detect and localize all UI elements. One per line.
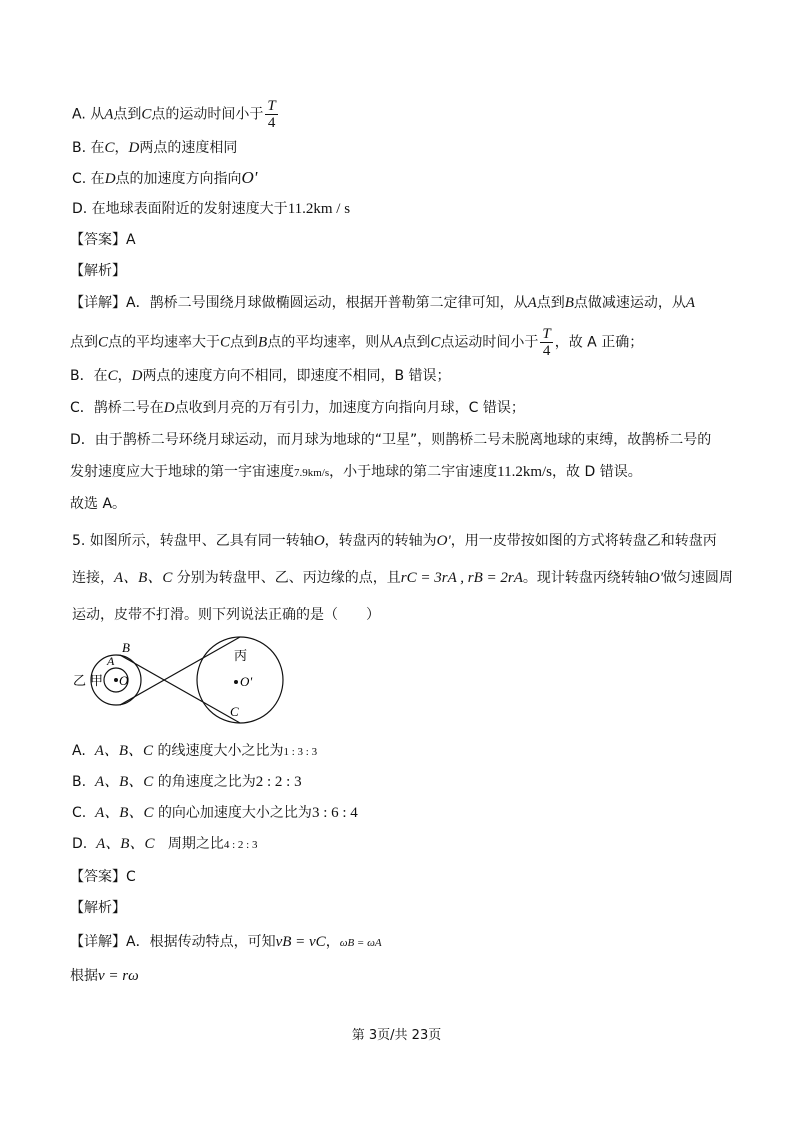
label-o-prime: O' [240,674,253,689]
label-o: O [119,673,129,688]
label-yi: 乙 [73,673,87,688]
q5-option-a: A. A、B、C 的线速度大小之比为1 : 3 : 3 [72,743,318,759]
q4-option-d: D. 在地球表面附近的发射速度大于11.2km / s [72,201,351,217]
q4-answer: 【答案】A [70,232,136,248]
label-a: A [107,654,115,668]
q4-detail-c: C．鹊桥二号在D点收到月亮的万有引力，加速度方向指向月球，C 错误； [70,400,525,416]
label-c: C [230,704,239,719]
axis-o-dot [114,678,118,682]
q4-detail-line1: 【详解】A．鹊桥二号围绕月球做椭圆运动，根据开普勒第二定律可知，从A点到B点做减速运动，从A [70,295,696,311]
belt-segment-upper [120,655,240,723]
q5-answer: 【答案】C [70,869,136,885]
fraction-t-over-4: $\frac{T}{4}$ [542,326,551,359]
page-footer: 第 3页/共 23页 [351,1028,442,1043]
axis-o-prime-dot [234,680,238,684]
q5-option-c: C. A、B、C 的向心加速度大小之比为3 : 6 : 4 [72,805,358,821]
q4-option-b: B. 在C，D两点的速度相同 [72,140,238,156]
label-jia: 甲 [90,673,104,688]
belt-segment-lower [120,637,240,705]
q4-detail-line2: 点到C点的平均速率大于C点到B点的平均速率，则从A点到C点运动时间小于 $\frac{T}{4}$ ，故 A 正确； [70,326,644,359]
q5-stem-line3: 运动，皮带不打滑。则下列说法正确的是（ ） [72,607,380,623]
q4-detail-d2: 发射速度应大于地球的第一宇宙速度7.9km/s，小于地球的第二宇宙速度11.2km/s，故 D 错误。 [70,464,642,480]
q5-stem-line1: 5. 如图所示，转盘甲、乙具有同一转轴O，转盘丙的转轴为O'，用一皮带按如图的方式将转盘乙和转盘丙 [72,533,717,549]
q4-choose: 故选 A。 [70,496,127,512]
q5-option-b: B. A、B、C 的角速度之比为2 : 2 : 3 [72,774,302,790]
q5-option-d: D. A、B、C 周期之比4 : 2 : 3 [72,836,258,852]
q5-analysis-label: 【解析】 [70,900,126,916]
q4-option-a: A. 从A点到C点的运动时间小于 $\frac{T}{4}$ [72,98,276,131]
q4-option-c: C. 在D点的加速度方向指向O' [72,168,258,187]
label-b: B [122,640,130,655]
q4-analysis-label: 【解析】 [70,263,126,279]
fraction-t-over-4: $\frac{T}{4}$ [267,98,276,131]
q5-stem-line2: 连接，A、B、C 分别为转盘甲、乙、丙边缘的点，且rC = 3rA , rB = 2rA。现计转盘丙绕转轴O'做匀速圆周 [72,570,733,586]
q5-detail-line1: 【详解】A．根据传动特点，可知vB = vC，ωB = ωA [70,934,382,950]
q4-detail-b: B．在C，D两点的速度方向不相同，即速度不相同，B 错误； [70,368,451,384]
q5-detail-line2: 根据v = rω [70,968,139,984]
label-bing: 丙 [234,648,248,663]
belt-pulley-figure [70,636,290,726]
q4-detail-d1: D．由于鹊桥二号环绕月球运动，而月球为地球的“卫星”，则鹊桥二号未脱离地球的束缚，故鹊桥二号的 [70,432,712,448]
